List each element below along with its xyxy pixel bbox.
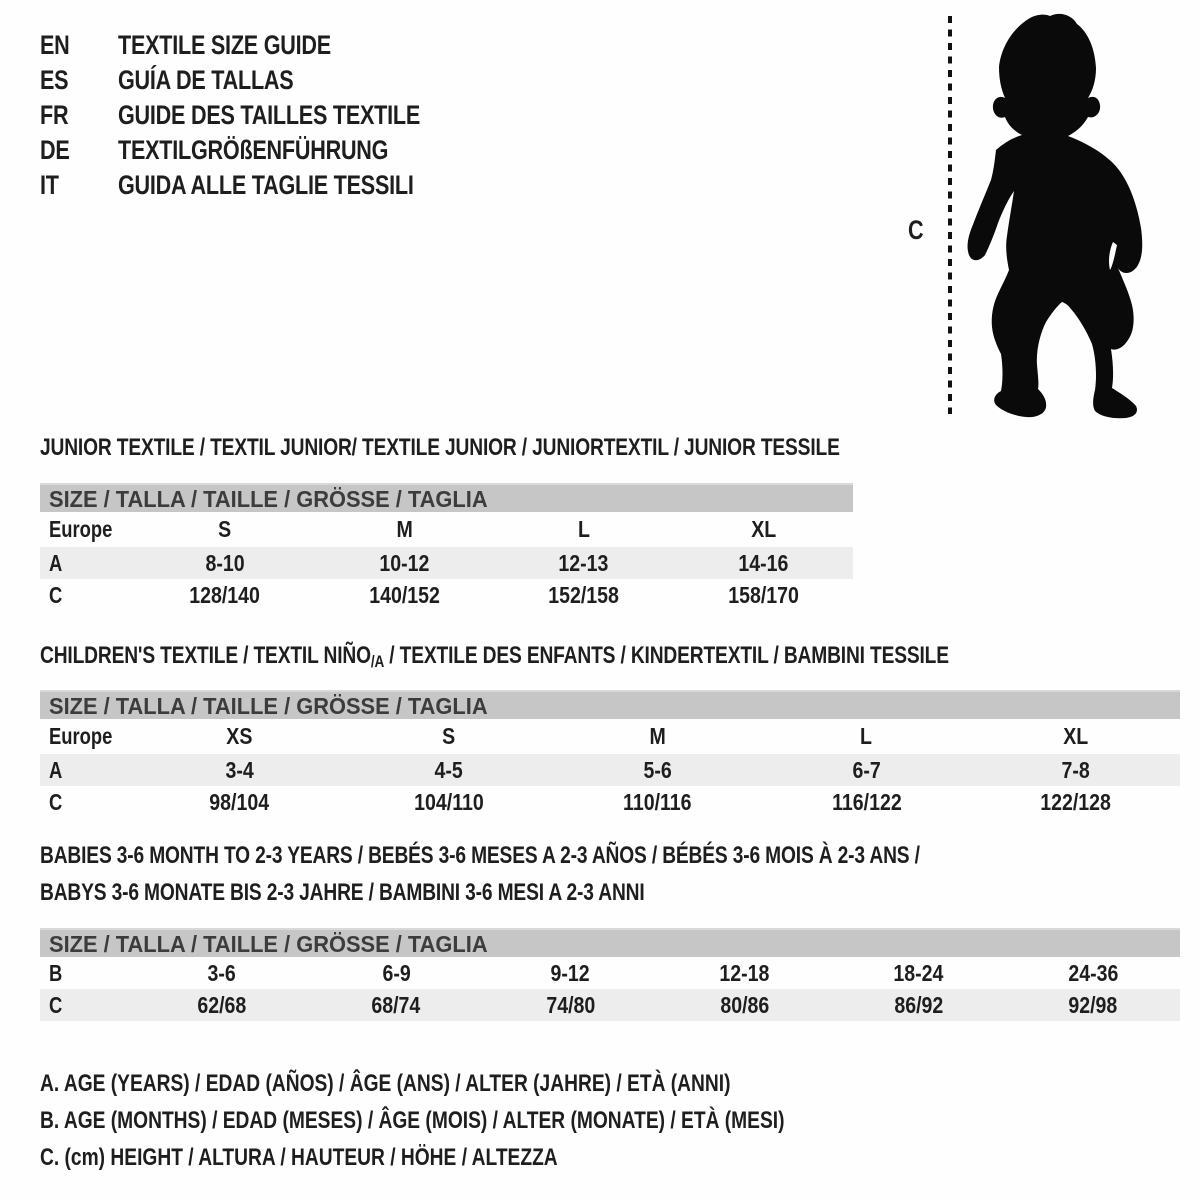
- cell-value: 18-24: [893, 959, 944, 986]
- region-label: Europe: [49, 516, 113, 542]
- legend-height: [40, 1144, 687, 1172]
- region-label: Europe: [49, 723, 113, 749]
- language-row-es: [40, 63, 496, 98]
- cell-value: 12-18: [719, 959, 770, 986]
- junior-title-text: JUNIOR TEXTILE / TEXTIL JUNIOR/ TEXTILE JUNIOR / JUNIORTEXTIL / JUNIOR TESSILE: [40, 434, 840, 461]
- legend-age-months: [40, 1107, 971, 1135]
- cell-value: 86/92: [894, 991, 944, 1018]
- cell-value: 122/128: [1040, 788, 1111, 815]
- cell-value: 116/122: [831, 788, 902, 815]
- cell-value: 3-6: [207, 959, 237, 986]
- cell-value: 7-8: [1061, 756, 1090, 783]
- guide-title-it: GUIDA ALLE TAGLIE TESSILI: [118, 170, 414, 200]
- column-header: L: [860, 723, 873, 749]
- legend-height-text: C. (cm) HEIGHT / ALTURA / HAUTEUR / HÖHE / ALTEZZA: [40, 1144, 558, 1171]
- legend-age-months-text: B. AGE (MONTHS) / EDAD (MESES) / ÂGE (MOIS) / ALTER (MONATE) / ETÀ (MESI): [40, 1107, 785, 1134]
- language-code: ES: [40, 65, 69, 95]
- size-header-bar: [40, 928, 1180, 957]
- cell-value: 104/110: [413, 788, 484, 815]
- section-title-babies-line2: [40, 879, 796, 907]
- guide-title-de: TEXTILGRÖßENFÜHRUNG: [118, 135, 389, 165]
- section-title-children: [40, 642, 1176, 672]
- cell-value: 3-4: [225, 756, 254, 783]
- size-header-text: SIZE / TALLA / TAILLE / GRÖSSE / TAGLIA: [49, 486, 488, 512]
- language-row-en: [40, 28, 496, 63]
- row-label: C: [49, 991, 63, 1018]
- cell-value: 152/158: [548, 581, 620, 608]
- column-header-row: [40, 719, 1180, 754]
- cell-value: 68/74: [371, 991, 421, 1018]
- cell-value: 24-36: [1067, 959, 1118, 986]
- guide-title-fr: GUIDE DES TAILLES TEXTILE: [118, 100, 421, 130]
- legend-age-years: [40, 1070, 903, 1098]
- row-label: C: [49, 581, 63, 608]
- children-title-subscript: /A: [370, 652, 385, 671]
- row-label: C: [49, 788, 63, 815]
- language-code: EN: [40, 30, 70, 60]
- cell-value: 140/152: [368, 581, 440, 608]
- babies-size-table: [40, 928, 1180, 1021]
- cell-value: 110/116: [623, 788, 692, 815]
- toddler-silhouette: [968, 14, 1143, 418]
- guide-title-en: TEXTILE SIZE GUIDE: [118, 30, 331, 60]
- column-header: M: [649, 723, 666, 749]
- babies-title-line2-text: BABYS 3-6 MONATE BIS 2-3 JAHRE / BAMBINI 3-6 MESI A 2-3 ANNI: [40, 879, 645, 906]
- column-header-row: [40, 512, 853, 547]
- column-header: M: [396, 516, 413, 542]
- cell-value: 92/98: [1068, 991, 1118, 1018]
- language-list: [40, 28, 496, 203]
- legend-age-years-text: A. AGE (YEARS) / EDAD (AÑOS) / ÂGE (ANS) / ALTER (JAHRE) / ETÀ (ANNI): [40, 1070, 731, 1097]
- size-header-text: SIZE / TALLA / TAILLE / GRÖSSE / TAGLIA: [49, 693, 488, 719]
- column-header: S: [441, 723, 456, 749]
- column-header: XL: [1063, 723, 1088, 749]
- children-size-table: [40, 690, 1180, 818]
- babies-title-line1-text: BABIES 3-6 MONTH TO 2-3 YEARS / BEBÉS 3-6 MESES A 2-3 AÑOS / BÉBÉS 3-6 MOIS À 2-3 ANS /: [40, 842, 920, 869]
- language-row-it: [40, 168, 496, 203]
- column-header: XS: [226, 723, 253, 749]
- cell-value: 128/140: [189, 581, 261, 608]
- cell-value: 12-13: [558, 549, 609, 576]
- children-title-suffix: / TEXTILE DES ENFANTS / KINDERTEXTIL / BAMBINI TESSILE: [384, 642, 949, 669]
- toddler-silhouette-icon: [900, 0, 1162, 430]
- cell-value: 8-10: [205, 549, 245, 576]
- cell-value: 6-9: [382, 959, 411, 986]
- size-header-bar: [40, 690, 1180, 719]
- cell-value: 62/68: [197, 991, 247, 1018]
- size-header-text: SIZE / TALLA / TAILLE / GRÖSSE / TAGLIA: [49, 931, 488, 957]
- cell-value: 14-16: [738, 549, 789, 576]
- language-code: IT: [40, 170, 59, 200]
- language-row-fr: [40, 98, 496, 133]
- section-title-junior: [40, 434, 1040, 462]
- junior-size-table: [40, 483, 853, 611]
- column-header: L: [577, 516, 590, 542]
- height-measure-label: C: [908, 215, 924, 245]
- size-header-bar: [40, 483, 853, 512]
- cell-value: 158/170: [727, 581, 799, 608]
- cell-value: 10-12: [379, 549, 430, 576]
- row-label: A: [49, 756, 63, 783]
- table-row-age: [40, 547, 853, 579]
- cell-value: 5-6: [643, 756, 672, 783]
- cell-value: 74/80: [545, 991, 595, 1018]
- language-code: FR: [40, 100, 69, 130]
- children-title-text: [40, 642, 949, 672]
- table-row-height: [40, 786, 1180, 818]
- table-row-age-months: [40, 957, 1180, 989]
- cell-value: 6-7: [852, 756, 881, 783]
- column-header: S: [218, 516, 232, 542]
- cell-value: 80/86: [720, 991, 770, 1018]
- cell-value: 9-12: [550, 959, 590, 986]
- height-figure: [900, 0, 1162, 430]
- row-label: B: [49, 959, 63, 986]
- column-header: XL: [750, 516, 776, 542]
- guide-title-es: GUÍA DE TALLAS: [118, 65, 294, 95]
- language-code: DE: [40, 135, 70, 165]
- table-row-height: [40, 579, 853, 611]
- table-row-age: [40, 754, 1180, 786]
- language-row-de: [40, 133, 496, 168]
- row-label: A: [49, 549, 63, 576]
- section-title-babies-line1: [40, 842, 1140, 870]
- table-row-height: [40, 989, 1180, 1021]
- children-title-prefix: CHILDREN'S TEXTILE / TEXTIL NIÑO: [40, 642, 371, 669]
- cell-value: 98/104: [209, 788, 270, 815]
- cell-value: 4-5: [434, 756, 463, 783]
